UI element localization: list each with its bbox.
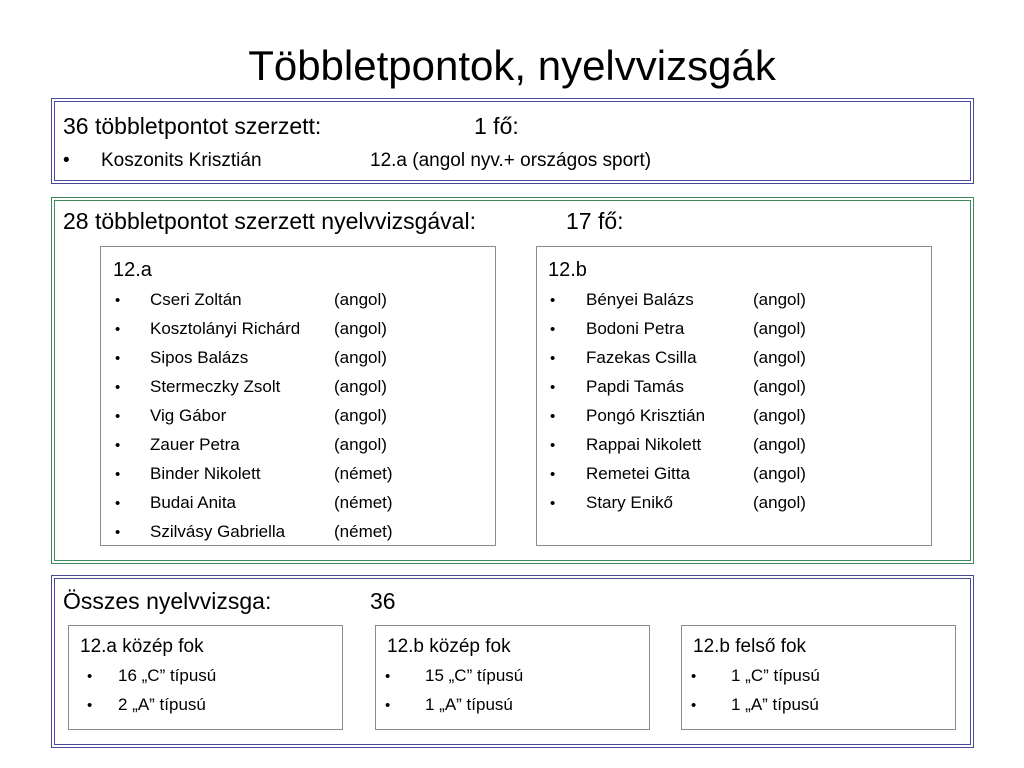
student-language: (német) [334,522,393,541]
exam-total-heading: Összes nyelvvizsga: [63,588,272,614]
student-name: Pongó Krisztián [586,406,706,425]
level-panel-title: 12.a közép fok [80,636,204,657]
bullet: • [550,495,556,512]
class-panel-title: 12.b [548,259,587,281]
student-name: Rappai Nikolett [586,435,702,454]
bullet: • [115,408,121,425]
exam-type-count: 1 „C” típusú [731,666,820,685]
bullet: • [385,697,391,714]
level-panel-12b-advanced [681,625,956,730]
student-language: (angol) [753,435,806,454]
top-scorer-heading: 36 többletpontot szerzett: [63,113,322,139]
exam-type-count: 1 „A” típusú [731,695,819,714]
student-language: (angol) [753,348,806,367]
student-language: (angol) [753,290,806,309]
bullet: • [550,408,556,425]
student-name: Vig Gábor [150,406,227,425]
class-panel-12b [536,246,932,546]
bullet: • [550,437,556,454]
student-name: Budai Anita [150,493,237,512]
bullet: • [115,466,121,483]
bullet: • [115,321,121,338]
student-name: Stermeczky Zsolt [150,377,281,396]
student-language: (angol) [334,319,387,338]
bullet: • [550,292,556,309]
student-language: (angol) [334,290,387,309]
student-language: (angol) [334,406,387,425]
student-language: (angol) [753,319,806,338]
student-language: (angol) [753,464,806,483]
bullet: • [385,668,391,685]
student-name: Stary Enikő [586,493,673,512]
bullet: • [691,697,697,714]
language-exam-count: 17 fő: [566,208,624,234]
student-language: (angol) [334,377,387,396]
student-name: Bényei Balázs [586,290,694,309]
exam-type-count: 16 „C” típusú [118,666,217,685]
bullet: • [691,668,697,685]
page-title: Többletpontok, nyelvvizsgák [248,42,776,89]
student-name: Szilvásy Gabriella [150,522,286,541]
bullet: • [550,350,556,367]
student-name: Bodoni Petra [586,319,685,338]
top-scorer-bullet: • [63,150,70,171]
student-language: (angol) [334,348,387,367]
student-language: (német) [334,493,393,512]
student-language: (angol) [753,493,806,512]
bullet: • [115,524,121,541]
top-scorer-detail: 12.a (angol nyv.+ országos sport) [370,150,652,171]
class-panel-title: 12.a [113,259,152,281]
level-panel-title: 12.b közép fok [387,636,511,657]
class-panel-12a [100,246,496,546]
bullet: • [550,466,556,483]
student-name: Sipos Balázs [150,348,249,367]
bullet: • [550,379,556,396]
exam-type-count: 15 „C” típusú [425,666,524,685]
exam-type-count: 1 „A” típusú [425,695,513,714]
bullet: • [115,379,121,396]
exam-type-count: 2 „A” típusú [118,695,206,714]
exam-total-value: 36 [370,588,396,614]
level-panel-12b-intermediate [375,625,650,730]
student-language: (angol) [753,377,806,396]
student-name: Fazekas Csilla [586,348,697,367]
bullet: • [115,292,121,309]
top-scorer-count: 1 fő: [474,113,519,139]
language-exam-heading: 28 többletpontot szerzett nyelvvizsgával: [63,208,476,234]
student-name: Zauer Petra [150,435,240,454]
student-language: (angol) [334,435,387,454]
level-panel-title: 12.b felső fok [693,636,807,657]
student-name: Binder Nikolett [150,464,261,483]
bullet: • [87,668,93,685]
bullet: • [550,321,556,338]
bullet: • [115,495,121,512]
bullet: • [87,697,93,714]
student-name: Kosztolányi Richárd [150,319,301,338]
bullet: • [115,350,121,367]
level-panel-12a-intermediate [68,625,343,730]
student-language: (német) [334,464,393,483]
student-name: Papdi Tamás [586,377,684,396]
top-scorer-name: Koszonits Krisztián [101,150,262,171]
bullet: • [115,437,121,454]
student-name: Remetei Gitta [586,464,690,483]
student-name: Cseri Zoltán [150,290,242,309]
student-language: (angol) [753,406,806,425]
